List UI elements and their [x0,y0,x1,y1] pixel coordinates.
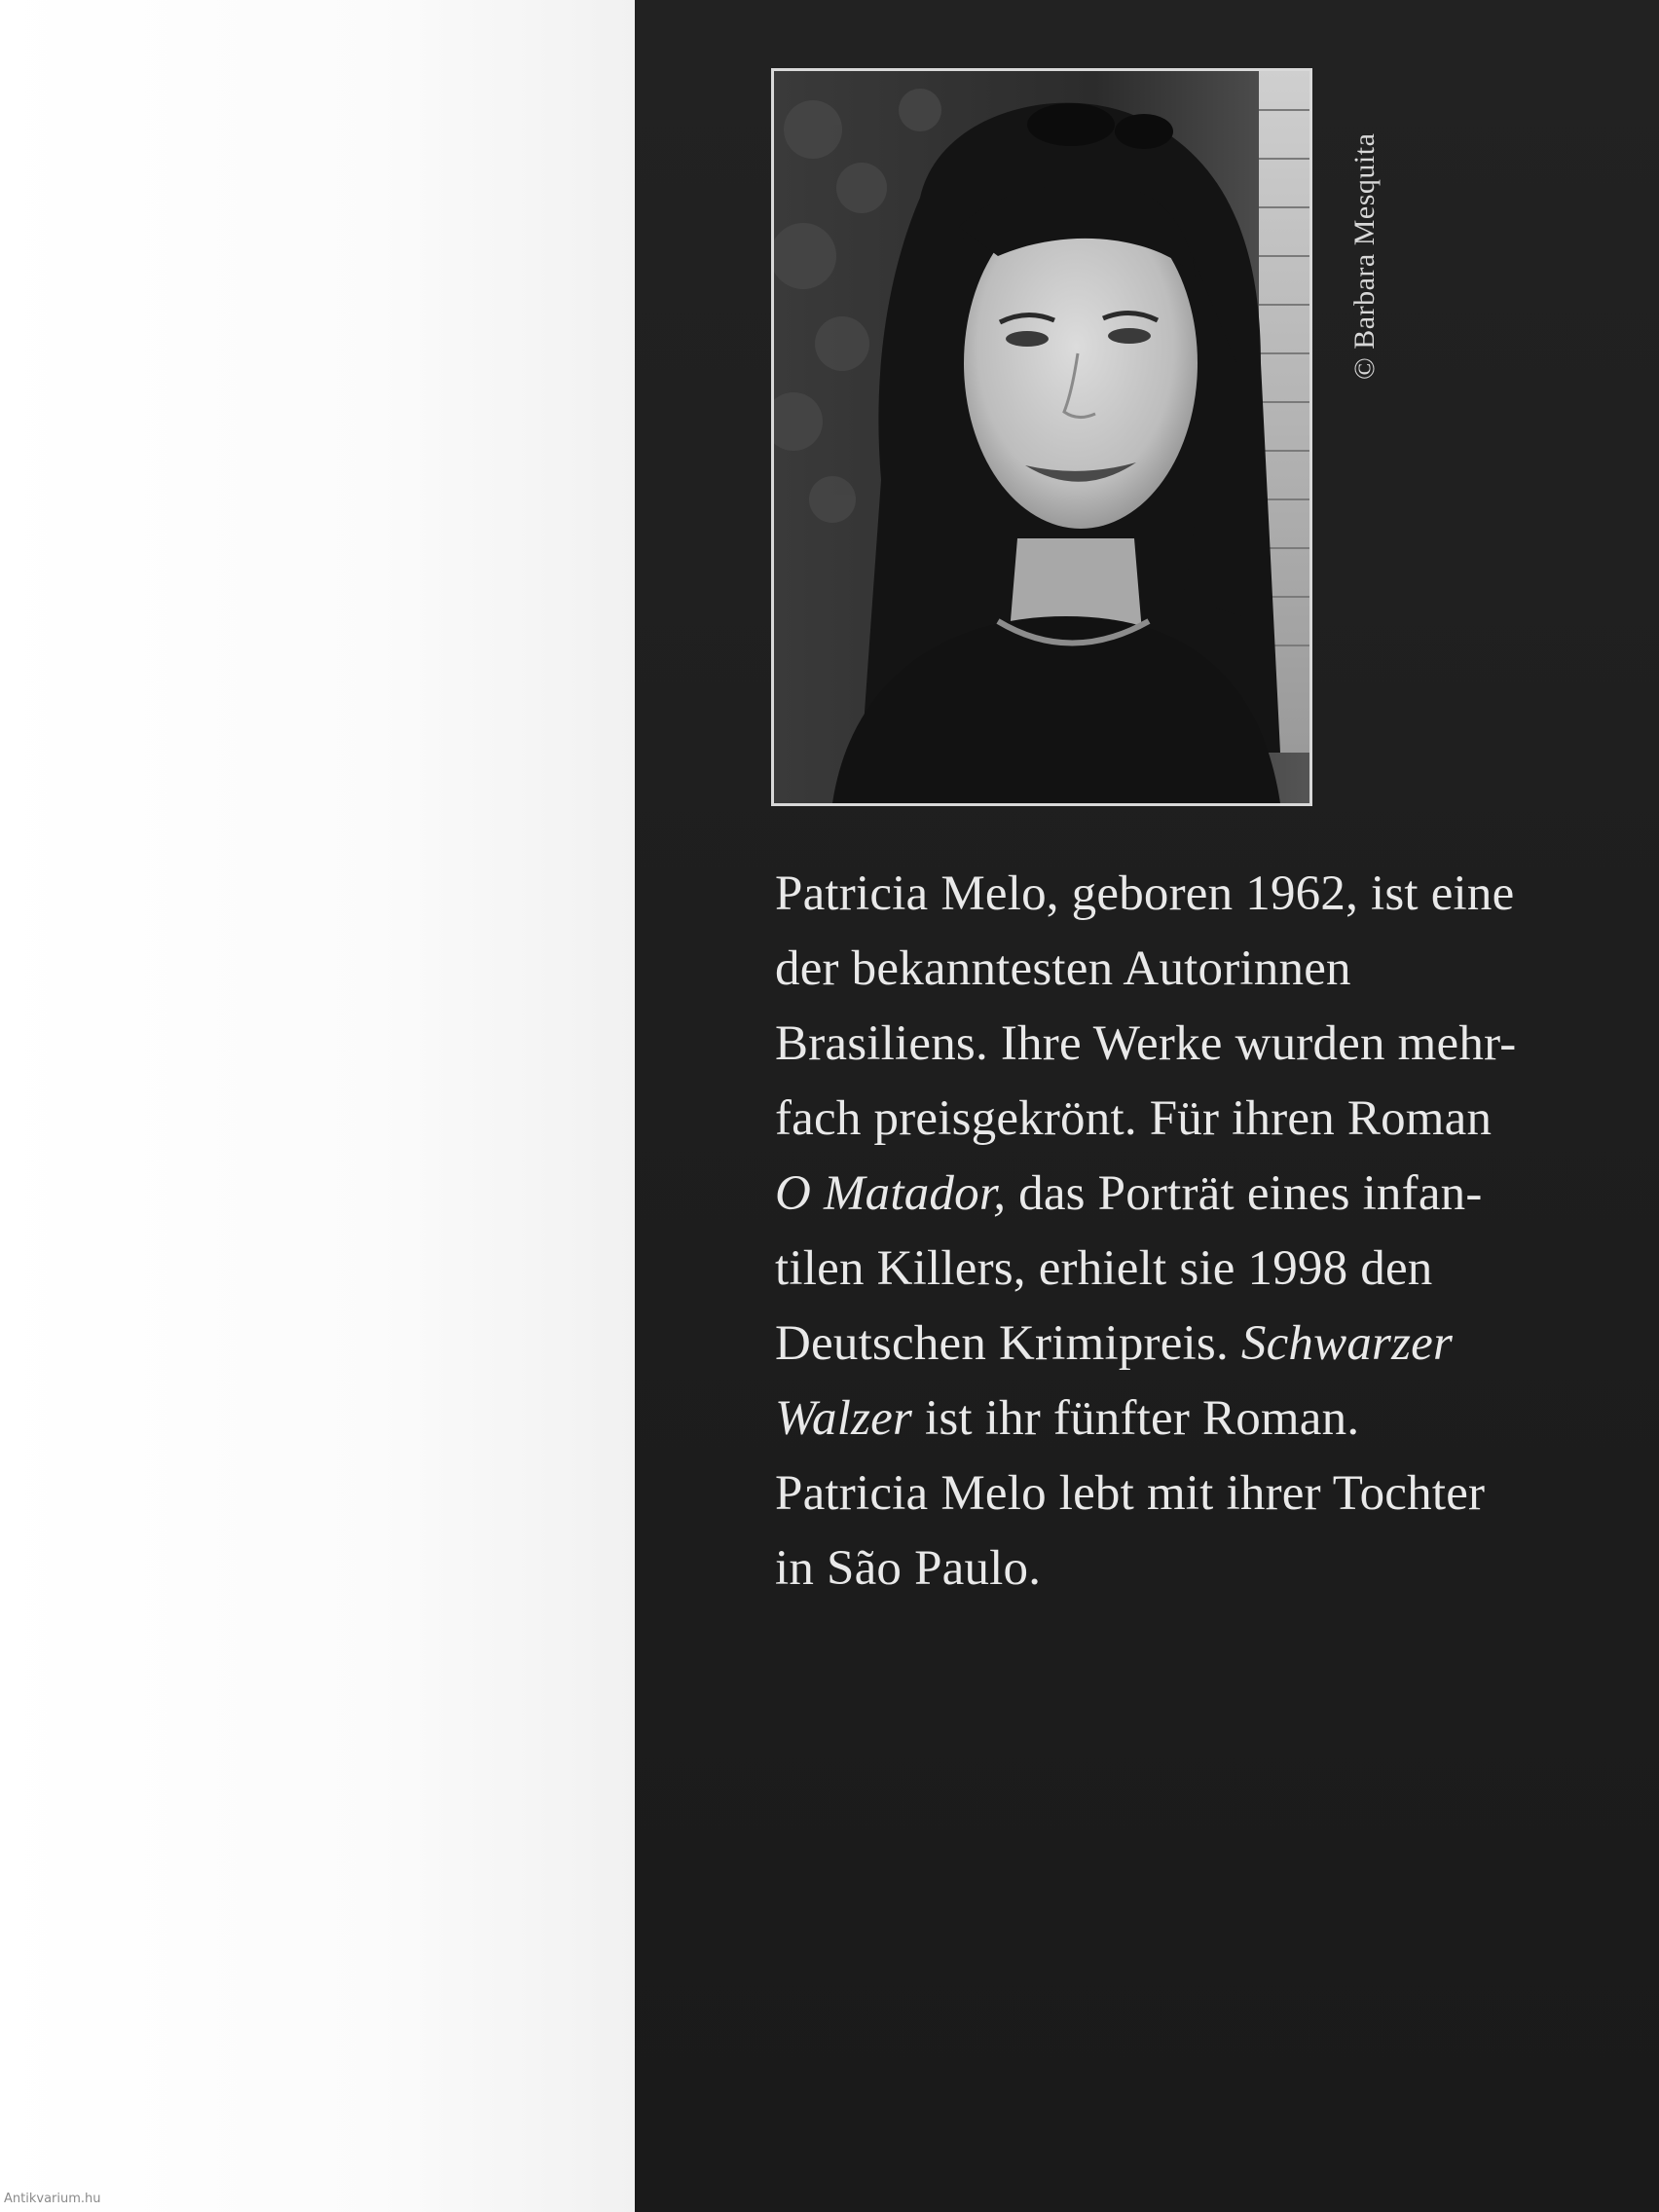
bio-line [775,1082,1632,1157]
author-photo [771,68,1312,806]
book-title: O Matador, [775,1166,1007,1221]
bio-text: Patricia Melo, geboren 1962, ist eine [775,866,1515,921]
blank-left-page [0,0,635,2212]
bio-line [775,1382,1632,1456]
bio-line [775,1157,1632,1232]
bio-text: fach preisgekrönt. Für ihren Roman [775,1091,1493,1146]
bio-text: das Porträt eines infan- [1006,1166,1483,1221]
bio-line [775,1531,1632,1606]
bio-text: Patricia Melo lebt mit ihrer Tochter [775,1466,1486,1521]
bio-text: in São Paulo. [775,1541,1042,1596]
book-title: Walzer [775,1391,913,1446]
author-bio [775,857,1632,1606]
bio-line [775,1007,1632,1082]
bio-line [775,1307,1632,1382]
bio-text: der bekanntesten Autorinnen [775,941,1351,996]
bio-line [775,1232,1632,1307]
watermark: Antikvarium.hu [4,2192,101,2206]
bio-text: Brasiliens. Ihre Werke wurden mehr- [775,1016,1517,1071]
bio-line [775,1456,1632,1531]
photo-credit-text: © Barbara Mesquita [1348,132,1381,380]
author-portrait-image [774,71,1309,803]
bio-text: Deutschen Krimipreis. [775,1316,1241,1371]
bio-line [775,857,1632,932]
bio-text: ist ihr fünfter Roman. [912,1391,1360,1446]
bio-text: tilen Killers, erhielt sie 1998 den [775,1241,1433,1296]
bio-line [775,932,1632,1007]
book-title: Schwarzer [1240,1316,1454,1371]
